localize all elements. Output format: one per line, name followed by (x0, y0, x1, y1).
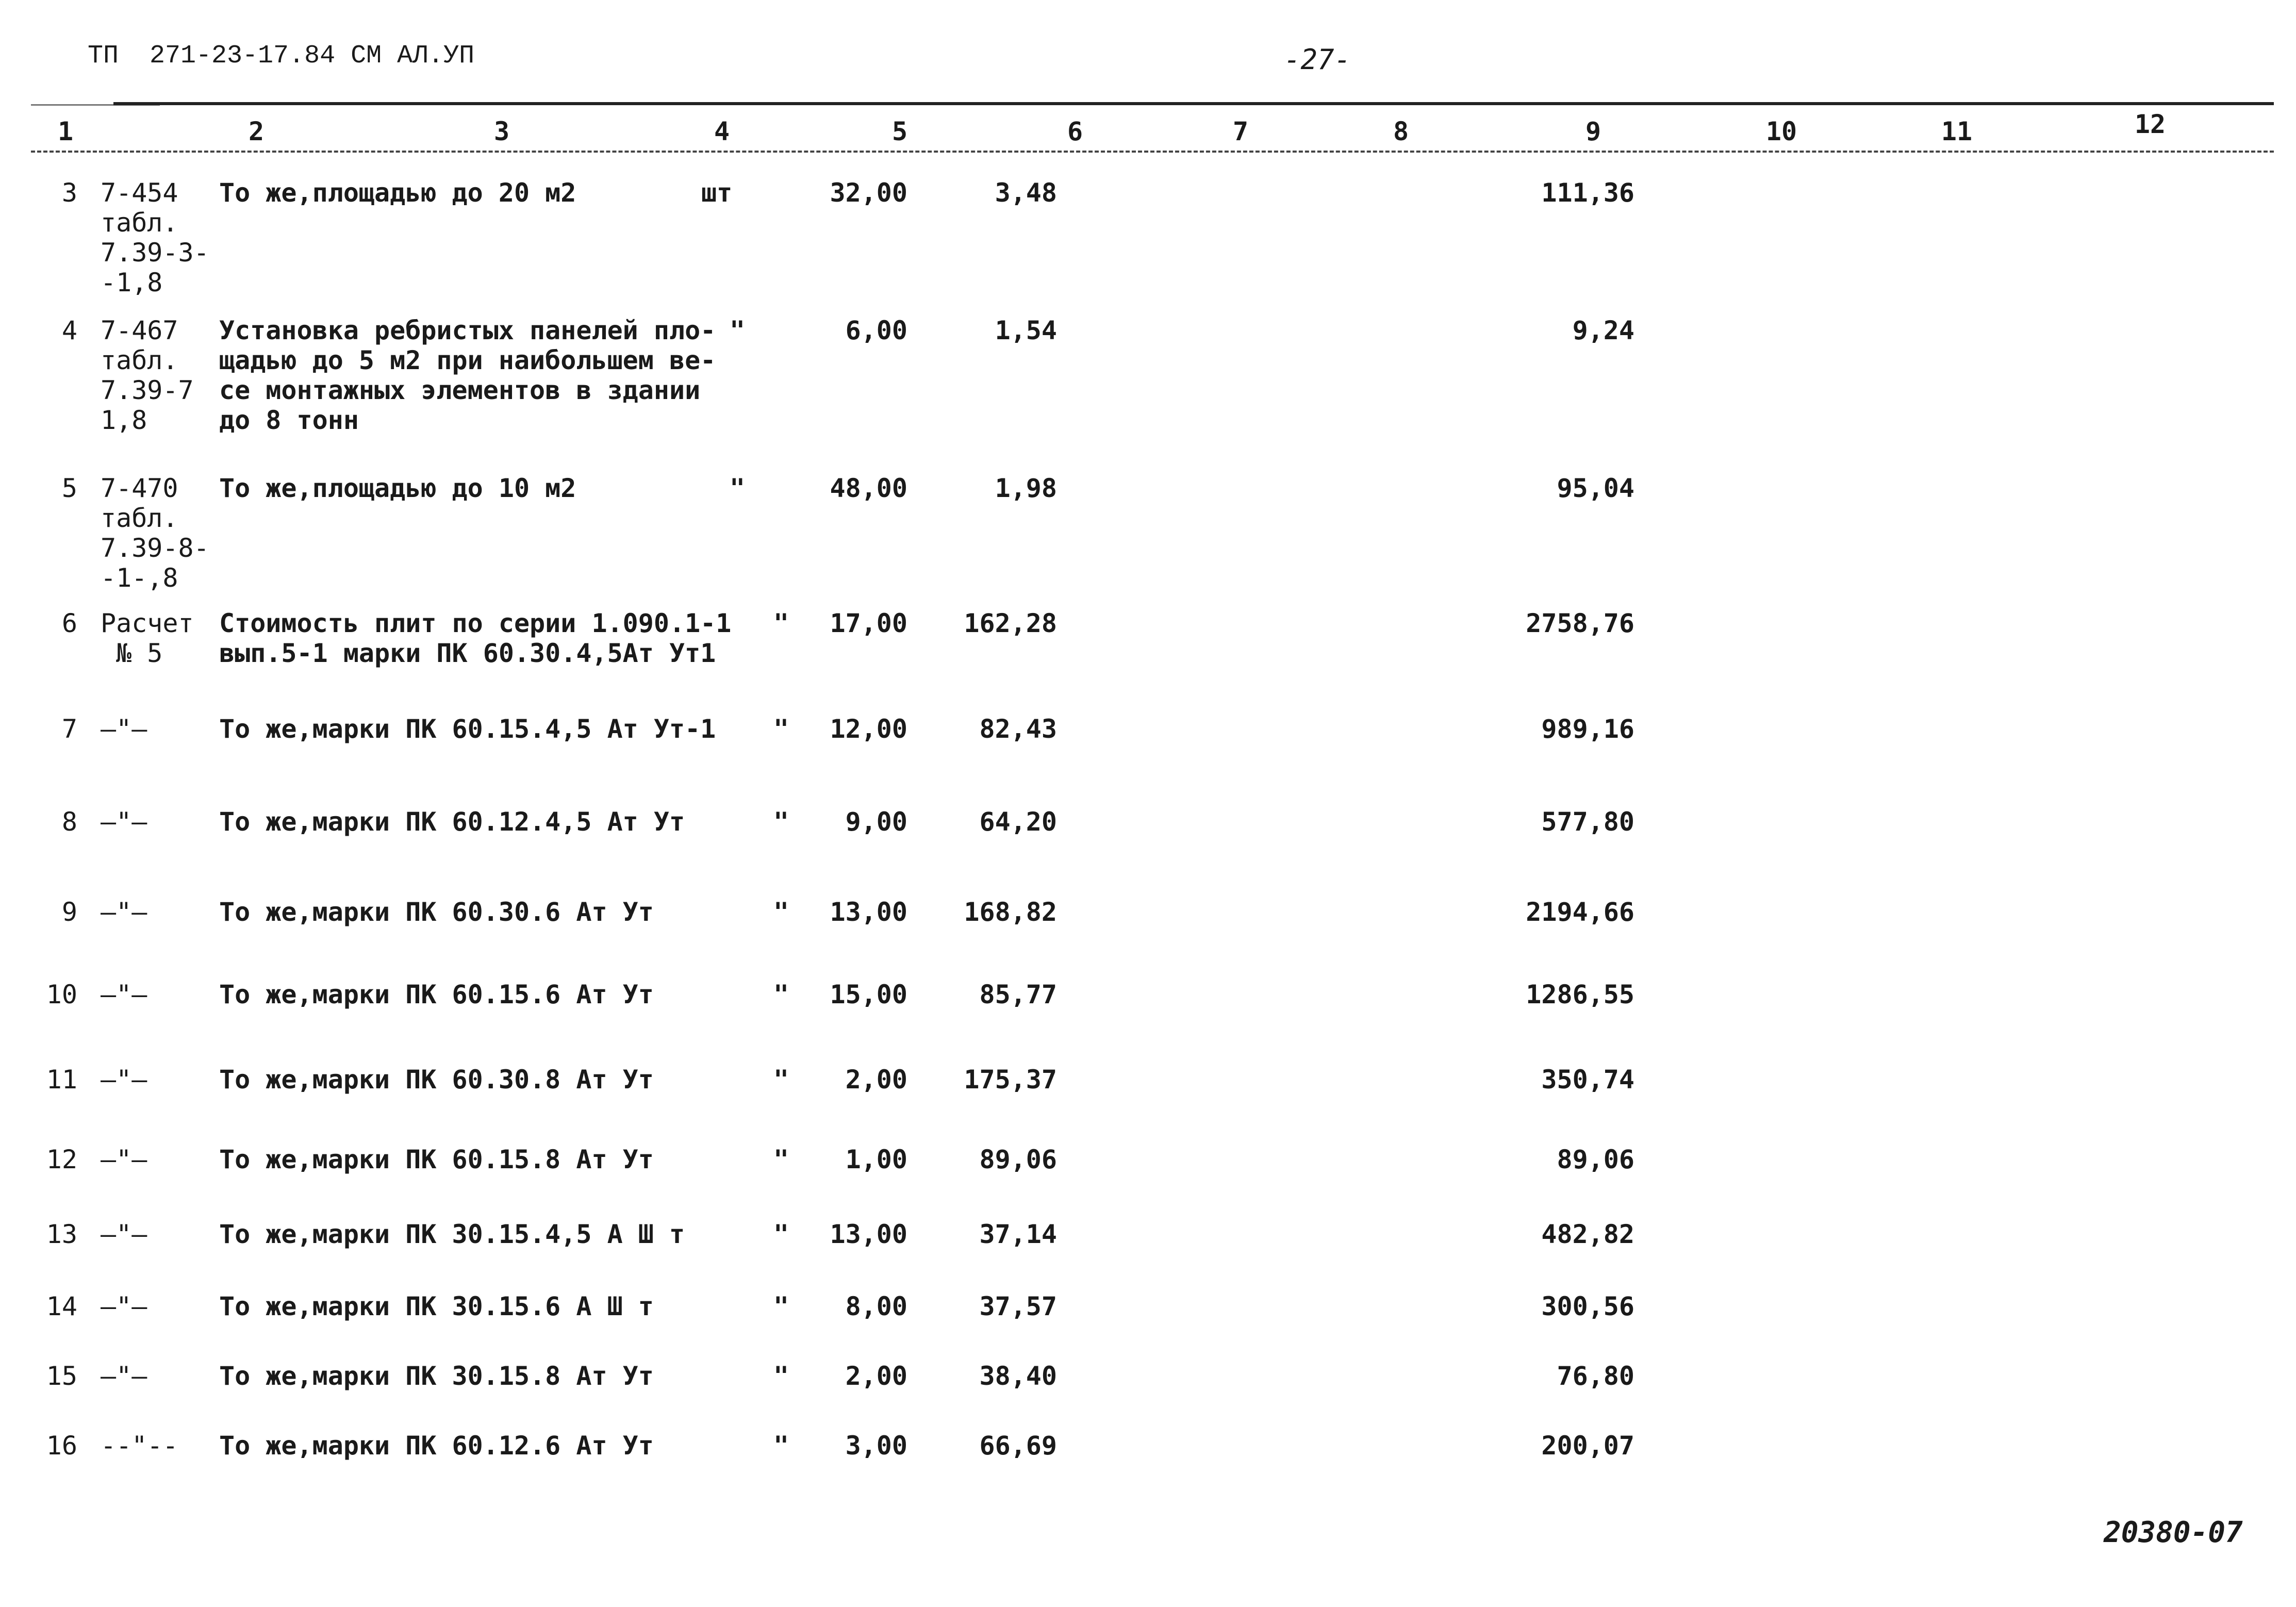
row-total: 989,16 (1541, 714, 1634, 744)
column-number-8: 8 (1393, 117, 1409, 146)
row-unit-price: 1,54 (995, 316, 1057, 345)
row-unit-price: 3,48 (995, 178, 1057, 208)
footer-document-code: 20380-07 (2104, 1516, 2243, 1549)
header-rule-top (113, 102, 2274, 105)
row-norm-code: —"— (101, 1065, 147, 1095)
row-unit: " (773, 1065, 789, 1095)
row-norm-code: —"— (101, 1291, 147, 1321)
row-work-name: То же,марки ПК 60.12.6 Ат Ут (219, 1431, 654, 1461)
row-norm-code: —"— (101, 1361, 147, 1391)
row-unit-price: 162,28 (964, 608, 1057, 638)
row-number: 7 (61, 714, 77, 744)
column-number-10: 10 (1765, 117, 1797, 146)
row-quantity: 13,00 (830, 897, 907, 927)
row-number: 10 (46, 980, 77, 1009)
column-number-4: 4 (714, 117, 730, 146)
row-norm-code: —"— (101, 714, 147, 744)
row-unit-price: 37,57 (979, 1291, 1057, 1321)
row-norm-code: 7-454 табл. 7.39-3- -1,8 (101, 178, 209, 297)
row-norm-code: —"— (101, 1219, 147, 1249)
column-number-12: 12 (2134, 109, 2166, 139)
row-total: 2194,66 (1526, 897, 1634, 927)
row-norm-code: Расчет № 5 (101, 608, 194, 668)
row-work-name: Установка ребристых панелей пло- щадью до 5 м2 при наибольшем ве- се монтажных элементов в здании до 8 тонн (219, 316, 716, 435)
column-number-11: 11 (1941, 117, 1973, 146)
row-unit-price: 64,20 (979, 807, 1057, 837)
row-total: 76,80 (1557, 1361, 1634, 1391)
row-quantity: 2,00 (845, 1065, 907, 1095)
row-unit: " (773, 1431, 789, 1461)
row-total: 1286,55 (1526, 980, 1634, 1009)
row-quantity: 12,00 (830, 714, 907, 744)
row-norm-code: —"— (101, 1145, 147, 1174)
row-unit: " (773, 1219, 789, 1249)
row-unit-price: 1,98 (995, 473, 1057, 503)
row-quantity: 17,00 (830, 608, 907, 638)
document-code: ТП 271-23-17.84 СМ АЛ.УП (88, 41, 475, 71)
page-number: -27- (1284, 43, 1351, 76)
row-unit-price: 38,40 (979, 1361, 1057, 1391)
row-work-name: То же,марки ПК 30.15.6 А Ш т (219, 1291, 654, 1321)
row-norm-code: —"— (101, 897, 147, 927)
column-number-1: 1 (57, 117, 74, 146)
row-number: 14 (46, 1291, 77, 1321)
column-number-5: 5 (891, 117, 908, 146)
row-total: 577,80 (1541, 807, 1634, 837)
row-number: 4 (61, 316, 77, 345)
row-quantity: 1,00 (845, 1145, 907, 1174)
row-work-name: То же,марки ПК 60.30.8 Ат Ут (219, 1065, 654, 1095)
row-norm-code: —"— (101, 980, 147, 1009)
column-number-6: 6 (1067, 117, 1083, 146)
row-total: 111,36 (1541, 178, 1634, 208)
row-total: 9,24 (1572, 316, 1634, 345)
row-total: 89,06 (1557, 1145, 1634, 1174)
column-number-2: 2 (248, 117, 265, 146)
row-unit: шт (701, 178, 733, 208)
row-quantity: 32,00 (830, 178, 907, 208)
column-number-7: 7 (1232, 117, 1249, 146)
row-number: 3 (61, 178, 77, 208)
row-number: 13 (46, 1219, 77, 1249)
row-unit: " (773, 608, 789, 638)
row-total: 95,04 (1557, 473, 1634, 503)
row-unit: " (730, 473, 746, 503)
row-number: 5 (61, 473, 77, 503)
row-number: 9 (61, 897, 77, 927)
row-unit-price: 168,82 (964, 897, 1057, 927)
row-work-name: То же,марки ПК 60.15.4,5 Ат Ут-1 (219, 714, 716, 744)
row-number: 8 (61, 807, 77, 837)
row-number: 11 (46, 1065, 77, 1095)
row-work-name: То же,марки ПК 30.15.4,5 А Ш т (219, 1219, 685, 1249)
row-quantity: 6,00 (845, 316, 907, 345)
row-total: 300,56 (1541, 1291, 1634, 1321)
row-unit: " (773, 980, 789, 1009)
row-norm-code: 7-470 табл. 7.39-8- -1-,8 (101, 473, 209, 593)
row-unit: " (773, 1291, 789, 1321)
row-total: 482,82 (1541, 1219, 1634, 1249)
row-unit-price: 85,77 (979, 980, 1057, 1009)
row-unit-price: 89,06 (979, 1145, 1057, 1174)
row-unit-price: 82,43 (979, 714, 1057, 744)
row-unit-price: 175,37 (964, 1065, 1057, 1095)
row-number: 6 (61, 608, 77, 638)
row-number: 12 (46, 1145, 77, 1174)
row-work-name: Стоимость плит по серии 1.090.1-1 вып.5-1 марки ПК 60.30.4,5Ат Ут1 (219, 608, 732, 668)
row-work-name: То же,марки ПК 60.12.4,5 Ат Ут (219, 807, 685, 837)
row-number: 15 (46, 1361, 77, 1391)
column-number-9: 9 (1585, 117, 1601, 146)
row-quantity: 9,00 (845, 807, 907, 837)
row-quantity: 3,00 (845, 1431, 907, 1461)
row-norm-code: —"— (101, 807, 147, 837)
row-unit: " (773, 714, 789, 744)
row-quantity: 48,00 (830, 473, 907, 503)
row-work-name: То же,марки ПК 30.15.8 Ат Ут (219, 1361, 654, 1391)
row-work-name: То же,марки ПК 60.30.6 Ат Ут (219, 897, 654, 927)
row-unit: " (773, 807, 789, 837)
row-unit: " (773, 1145, 789, 1174)
row-work-name: То же,марки ПК 60.15.8 Ат Ут (219, 1145, 654, 1174)
row-quantity: 8,00 (845, 1291, 907, 1321)
row-total: 200,07 (1541, 1431, 1634, 1461)
row-total: 2758,76 (1526, 608, 1634, 638)
row-unit-price: 37,14 (979, 1219, 1057, 1249)
row-quantity: 13,00 (830, 1219, 907, 1249)
row-total: 350,74 (1541, 1065, 1634, 1095)
row-unit-price: 66,69 (979, 1431, 1057, 1461)
row-quantity: 15,00 (830, 980, 907, 1009)
row-unit: " (773, 1361, 789, 1391)
row-quantity: 2,00 (845, 1361, 907, 1391)
row-norm-code: --"-- (101, 1431, 178, 1461)
row-work-name: То же,площадью до 10 м2 (219, 473, 576, 503)
row-work-name: То же,марки ПК 60.15.6 Ат Ут (219, 980, 654, 1009)
row-unit: " (730, 316, 746, 345)
row-work-name: То же,площадью до 20 м2 (219, 178, 576, 208)
row-norm-code: 7-467 табл. 7.39-7 1,8 (101, 316, 194, 435)
header-rule-bottom (31, 151, 2274, 153)
row-number: 16 (46, 1431, 77, 1461)
column-number-3: 3 (493, 117, 510, 146)
row-unit: " (773, 897, 789, 927)
